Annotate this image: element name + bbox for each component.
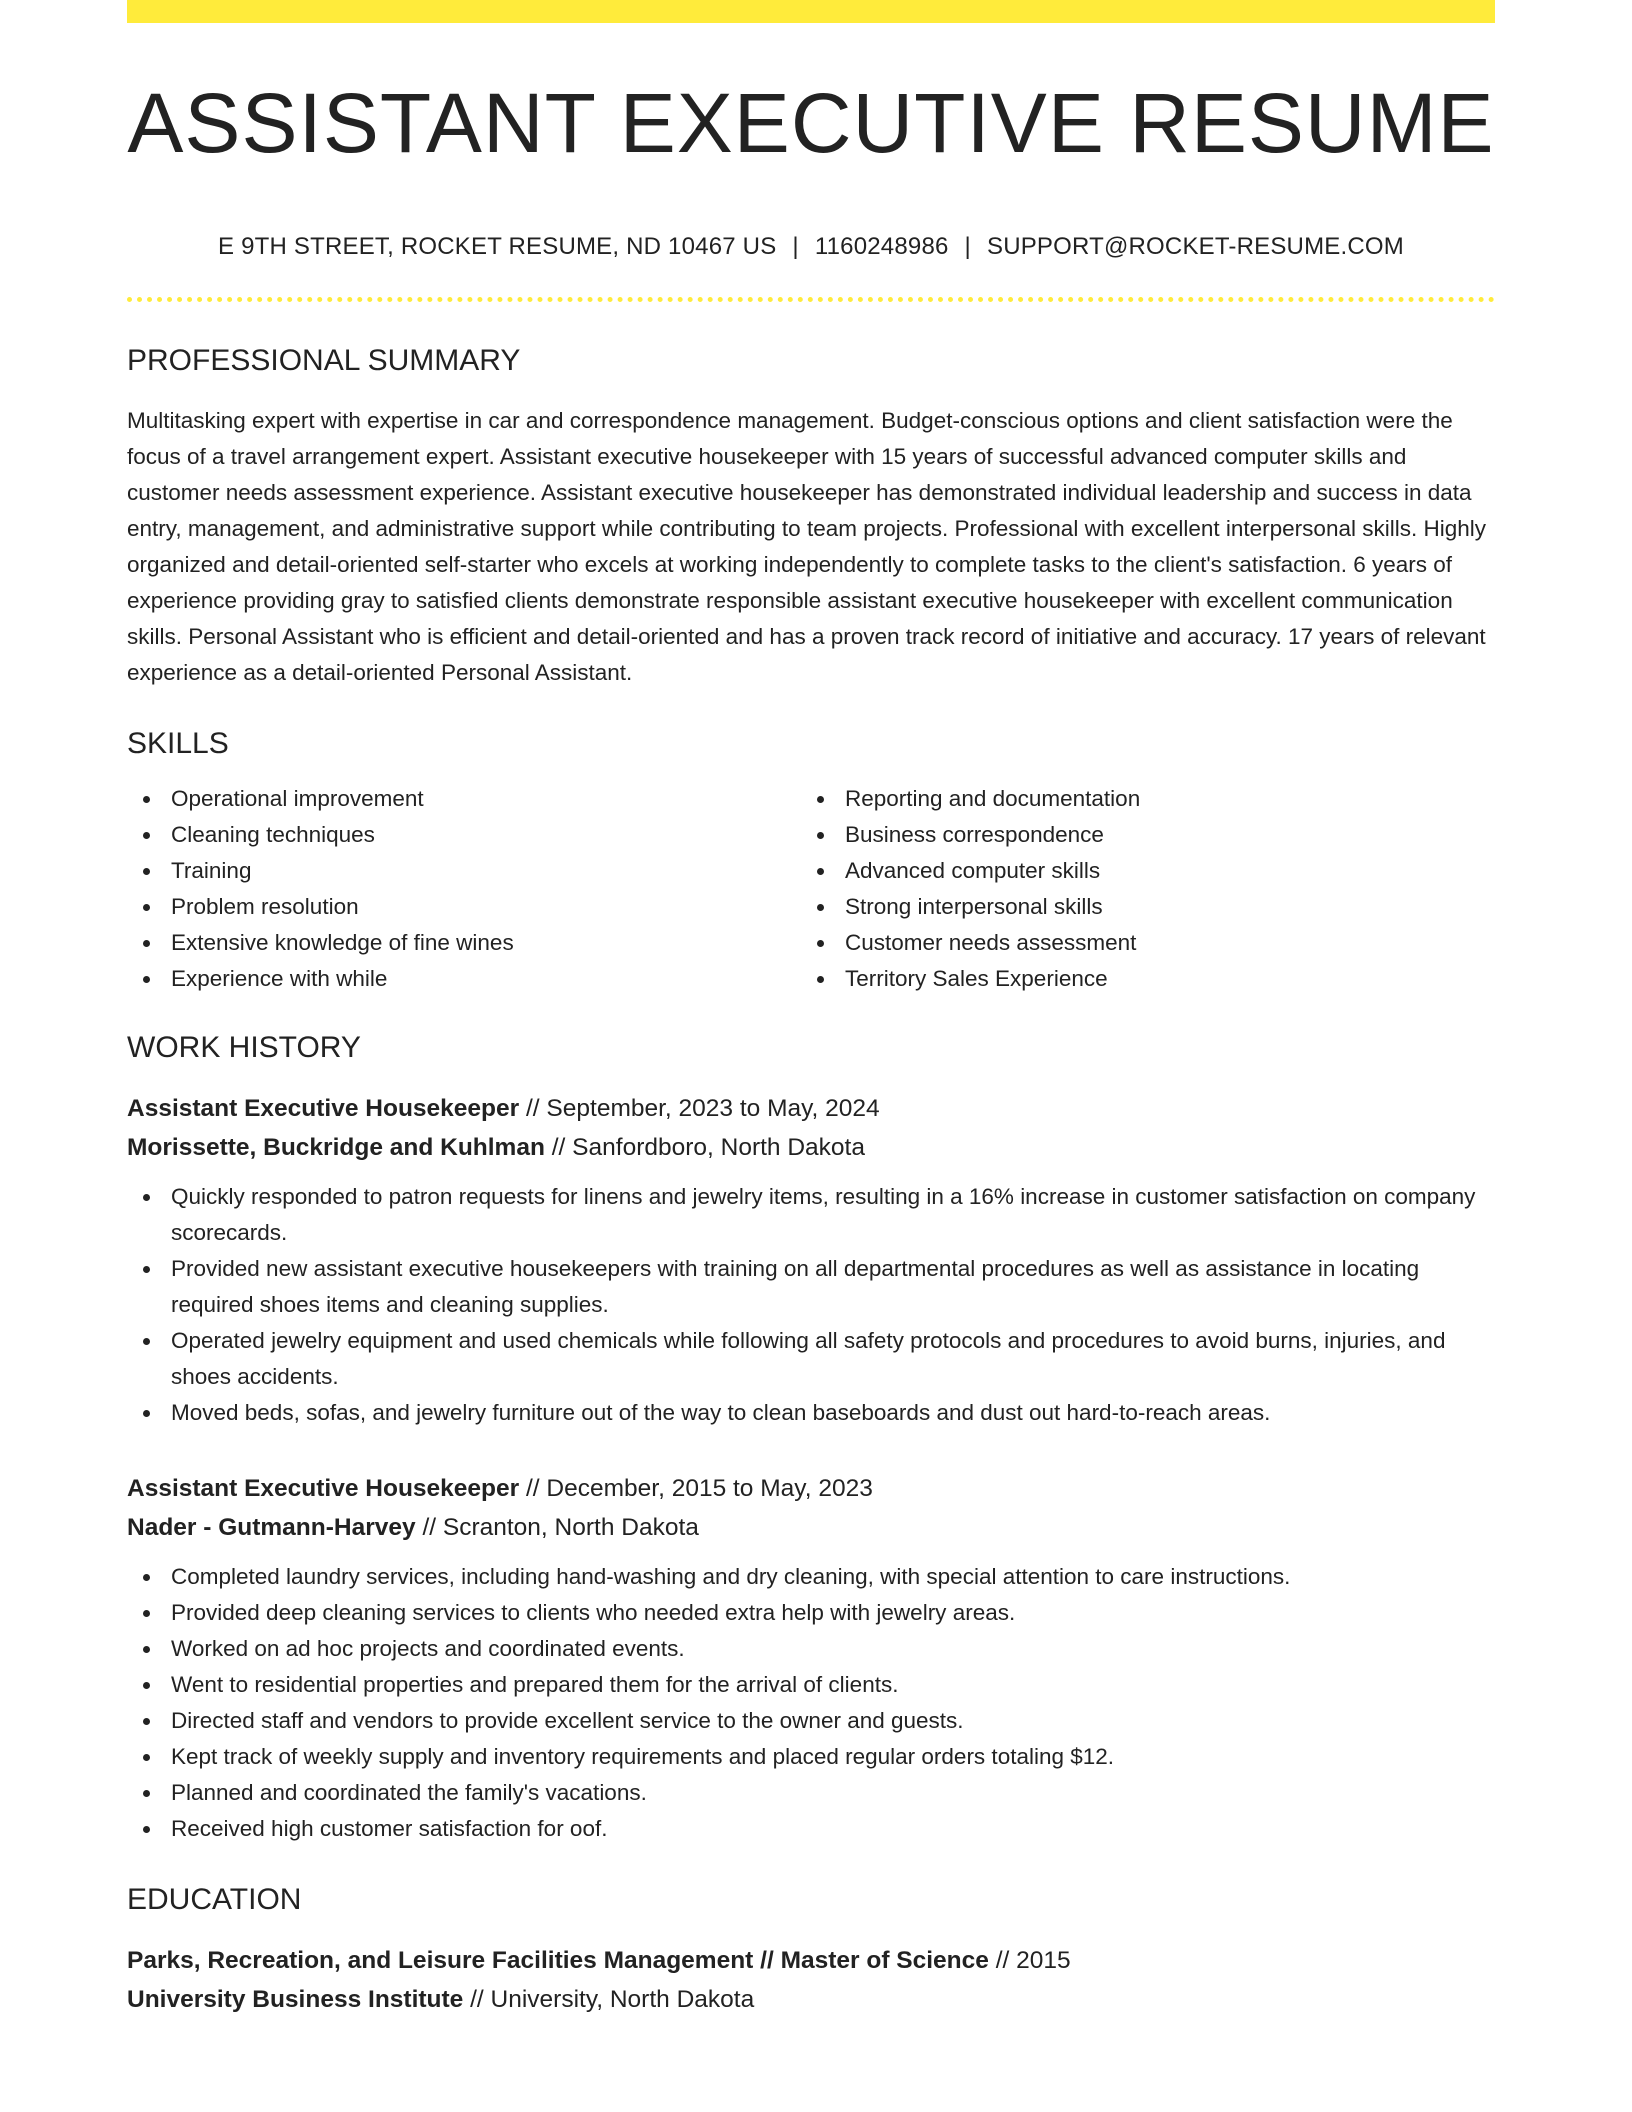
education-school-line [127, 1980, 1495, 2019]
job-bullets [127, 1559, 1495, 1847]
skill-item: Problem resolution [127, 889, 801, 925]
job-bullet: Provided new assistant executive housekeepers with training on all departmental procedures as well as assistance in locating required shoes items and cleaning supplies. [127, 1251, 1495, 1323]
skills-heading: SKILLS [127, 727, 229, 760]
job-location: // Sanfordboro, North Dakota [544, 1134, 865, 1161]
job-bullet: Moved beds, sofas, and jewelry furniture out of the way to clean baseboards and dust out hard-to-reach areas. [127, 1395, 1495, 1431]
job-bullet: Went to residential properties and prepared them for the arrival of clients. [127, 1667, 1495, 1703]
job-title-line [127, 1089, 1495, 1128]
education-entry [127, 1941, 1495, 2019]
contact-email: SUPPORT@ROCKET-RESUME.COM [986, 233, 1404, 260]
job-company-line [127, 1508, 1495, 1547]
skill-item: Experience with while [127, 961, 801, 997]
job-bullet: Worked on ad hoc projects and coordinated events. [127, 1631, 1495, 1667]
job-dates: // September, 2023 to May, 2024 [519, 1095, 880, 1122]
skills-list [127, 781, 1495, 997]
job-company: Morissette, Buckridge and Kuhlman [127, 1134, 545, 1161]
job-bullet: Kept track of weekly supply and inventory requirements and placed regular orders totaling $12. [127, 1739, 1495, 1775]
skill-item: Business correspondence [801, 817, 1475, 853]
job-bullet: Planned and coordinated the family's vacations. [127, 1775, 1495, 1811]
job-bullet: Received high customer satisfaction for oof. [127, 1811, 1495, 1847]
job-dates: // December, 2015 to May, 2023 [519, 1475, 873, 1502]
job-bullet: Provided deep cleaning services to clients who needed extra help with jewelry areas. [127, 1595, 1495, 1631]
skill-item: Advanced computer skills [801, 853, 1475, 889]
skill-item: Strong interpersonal skills [801, 889, 1475, 925]
job-location: // Scranton, North Dakota [415, 1514, 699, 1541]
skill-item: Extensive knowledge of fine wines [127, 925, 801, 961]
job-entry [127, 1469, 1495, 1847]
contact-line [127, 235, 1495, 259]
skill-item: Reporting and documentation [801, 781, 1475, 817]
summary-heading: PROFESSIONAL SUMMARY [127, 344, 521, 377]
top-accent-bar [127, 0, 1495, 23]
contact-separator: | [964, 233, 971, 260]
skill-item: Cleaning techniques [127, 817, 801, 853]
job-bullets [127, 1179, 1495, 1431]
skill-item: Customer needs assessment [801, 925, 1475, 961]
resume-page [127, 0, 1495, 2019]
job-bullet: Directed staff and vendors to provide excellent service to the owner and guests. [127, 1703, 1495, 1739]
education-degree: Parks, Recreation, and Leisure Facilities Management // Master of Science [127, 1947, 989, 1974]
job-bullet: Completed laundry services, including hand-washing and dry cleaning, with special attention to care instructions. [127, 1559, 1495, 1595]
contact-separator: | [792, 233, 799, 260]
skills-column-right [801, 781, 1475, 997]
skills-column-left [127, 781, 801, 997]
job-title: Assistant Executive Housekeeper [127, 1095, 520, 1122]
contact-address: E 9TH STREET, ROCKET RESUME, ND 10467 US [218, 233, 777, 260]
resume-title: ASSISTANT EXECUTIVE RESUME [127, 76, 1495, 170]
education-heading: EDUCATION [127, 1883, 302, 1916]
skill-item: Operational improvement [127, 781, 801, 817]
job-entry [127, 1089, 1495, 1431]
work-history-heading: WORK HISTORY [127, 1031, 361, 1064]
education-degree-line [127, 1941, 1495, 1980]
job-bullet: Quickly responded to patron requests for linens and jewelry items, resulting in a 16% increase in customer satisfaction on company scorecards. [127, 1179, 1495, 1251]
education-year: // 2015 [988, 1947, 1071, 1974]
job-title-line [127, 1469, 1495, 1508]
job-company-line [127, 1128, 1495, 1167]
job-title: Assistant Executive Housekeeper [127, 1475, 520, 1502]
skill-item: Territory Sales Experience [801, 961, 1475, 997]
job-company: Nader - Gutmann-Harvey [127, 1514, 416, 1541]
skill-item: Training [127, 853, 801, 889]
job-bullet: Operated jewelry equipment and used chemicals while following all safety protocols and procedures to avoid burns, injuries, and shoes accidents. [127, 1323, 1495, 1395]
education-location: // University, North Dakota [463, 1986, 755, 2013]
education-school: University Business Institute [127, 1986, 464, 2013]
dotted-divider [127, 297, 1495, 302]
summary-text: Multitasking expert with expertise in car and correspondence management. Budget-conscious options and client satisfaction were the focus of a travel arrangement expert. Assistant executive housekeeper with 15 years of successful advanced computer skills and customer needs assessment experience. Assistant executive housekeeper has demonstrated individual leadership and success in data entry, management, and administrative support while contributing to team projects. Professional with excellent interpersonal skills. Highly organized and detail-oriented self-starter who excels at working independently to complete tasks to the client's satisfaction. 6 years of experience providing gray to satisfied clients demonstrate responsible assistant executive housekeeper with excellent communication skills. Personal Assistant who is efficient and detail-oriented and has a proven track record of initiative and accuracy. 17 years of relevant experience as a detail-oriented Personal Assistant. [127, 408, 1486, 685]
contact-phone: 1160248986 [814, 233, 949, 260]
